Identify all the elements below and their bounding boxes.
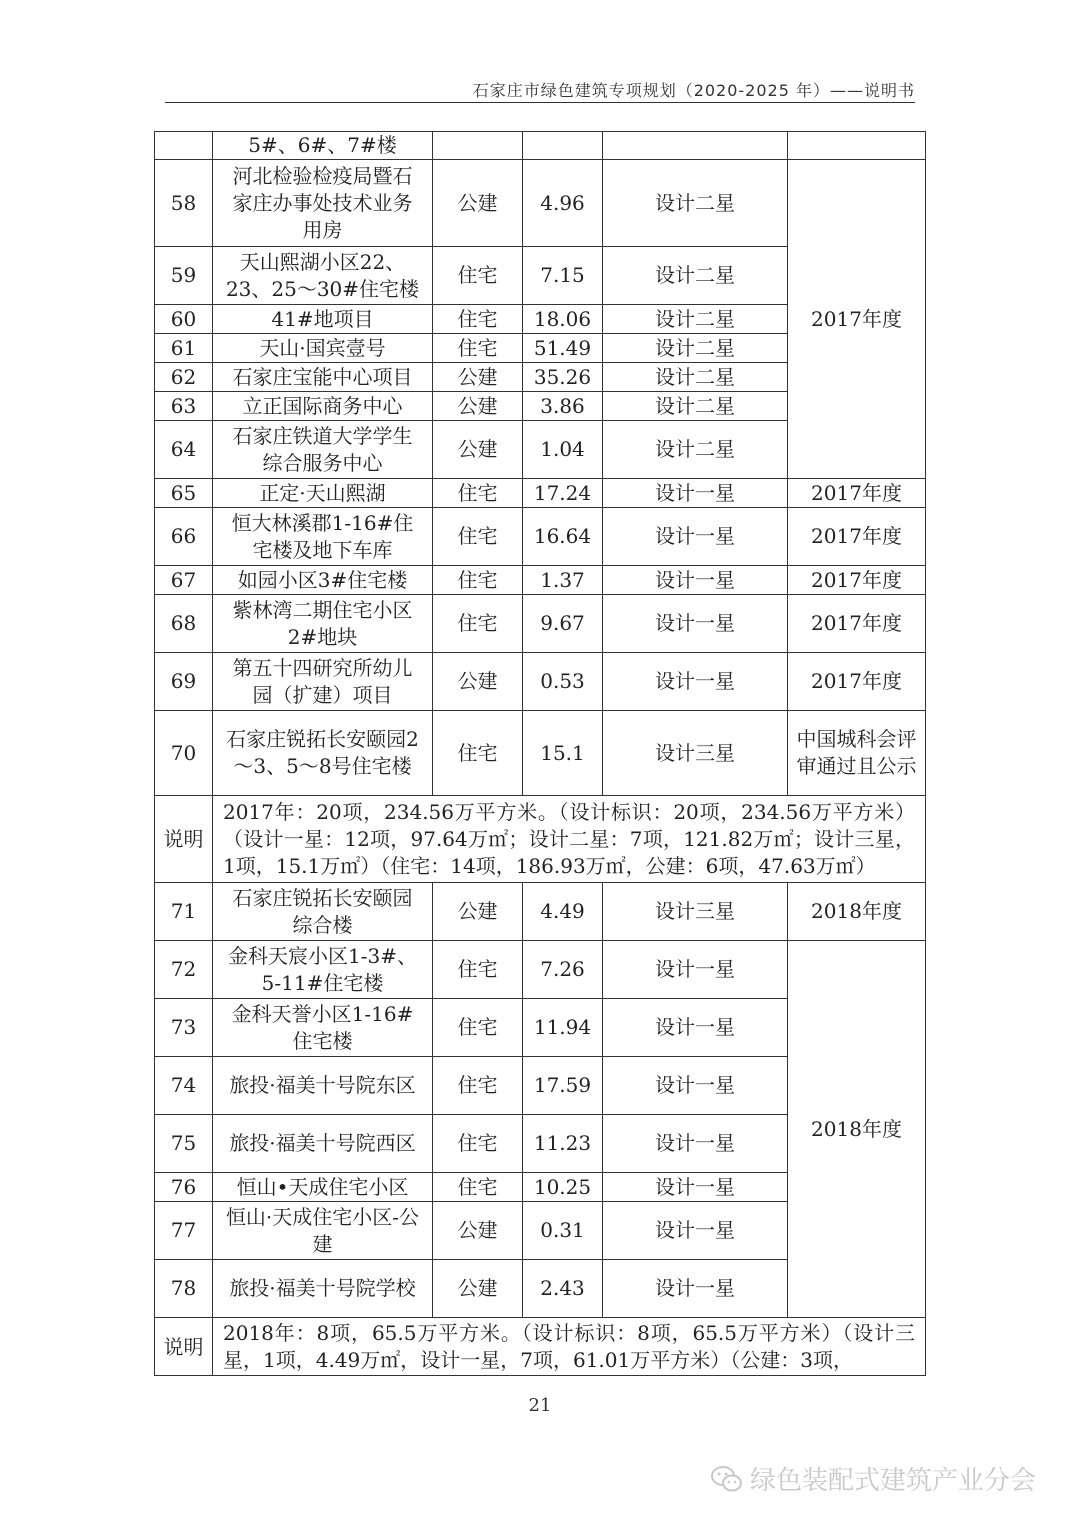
projects-table [154,131,926,1376]
row-number: 70 [155,711,213,796]
building-area: 11.23 [523,1115,603,1173]
building-area: 0.53 [523,653,603,711]
label-level: 设计一星 [603,1260,788,1318]
year-cell: 2018年度 [788,883,926,941]
label-level: 设计二星 [603,160,788,247]
project-name: 5#、6#、7#楼 [213,132,433,160]
building-area [523,132,603,160]
table-row [155,479,926,508]
year-cell: 中国城科会评审通过且公示 [788,711,926,796]
label-level: 设计一星 [603,1057,788,1115]
row-number: 77 [155,1202,213,1260]
project-name: 如园小区3#住宅楼 [213,566,433,595]
label-level: 设计二星 [603,247,788,305]
note-label: 说明 [155,1318,213,1376]
building-area: 10.25 [523,1173,603,1202]
label-level: 设计三星 [603,711,788,796]
project-name: 金科天宸小区1-3#、5-11#住宅楼 [213,941,433,999]
project-name: 恒大林溪郡1-16#住宅楼及地下车库 [213,508,433,566]
building-type: 住宅 [433,711,523,796]
building-type: 公建 [433,363,523,392]
year-cell: 2017年度 [788,479,926,508]
building-type: 住宅 [433,1057,523,1115]
label-level: 设计二星 [603,305,788,334]
table-row [155,941,926,999]
building-area: 1.37 [523,566,603,595]
project-name: 正定·天山熙湖 [213,479,433,508]
building-type: 公建 [433,883,523,941]
building-type: 住宅 [433,305,523,334]
table-row [155,508,926,566]
building-type: 公建 [433,653,523,711]
label-level: 设计一星 [603,479,788,508]
building-area: 17.24 [523,479,603,508]
project-name: 天山·国宾壹号 [213,334,433,363]
note-2017: 2017年：20项，234.56万平方米。（设计标识：20项，234.56万平方米）（设计一星：12项，97.64万㎡；设计二星：7项，121.82万㎡；设计三星，1项，15.1万㎡）（住宅：14项，186.93万㎡，公建：6项，47.63万㎡） [213,796,926,883]
building-type: 住宅 [433,566,523,595]
table-row [155,595,926,653]
building-area: 3.86 [523,392,603,421]
label-level: 设计一星 [603,566,788,595]
table-row [155,711,926,796]
label-level: 设计二星 [603,363,788,392]
table-row [155,566,926,595]
year-cell: 2017年度 [788,566,926,595]
label-level: 设计一星 [603,595,788,653]
building-type: 公建 [433,1260,523,1318]
year-cell: 2017年度 [788,508,926,566]
note-row [155,1318,926,1376]
project-name: 石家庄铁道大学学生综合服务中心 [213,421,433,479]
row-number: 76 [155,1173,213,1202]
project-name: 石家庄宝能中心项目 [213,363,433,392]
building-type: 住宅 [433,479,523,508]
project-name: 河北检验检疫局暨石家庄办事处技术业务用房 [213,160,433,247]
row-number: 65 [155,479,213,508]
project-name: 紫林湾二期住宅小区2#地块 [213,595,433,653]
label-level: 设计二星 [603,421,788,479]
building-area: 4.96 [523,160,603,247]
watermark-text: 绿色装配式建筑产业分会 [750,1466,1037,1496]
row-number: 74 [155,1057,213,1115]
project-name: 41#地项目 [213,305,433,334]
label-level: 设计三星 [603,883,788,941]
building-type: 住宅 [433,334,523,363]
table-row [155,132,926,160]
building-type [433,132,523,160]
project-name: 旅投·福美十号院西区 [213,1115,433,1173]
building-type: 公建 [433,160,523,247]
wechat-icon [710,1464,744,1494]
row-number: 66 [155,508,213,566]
project-name: 立正国际商务中心 [213,392,433,421]
building-area: 11.94 [523,999,603,1057]
header-divider [165,102,915,103]
project-name: 恒山•天成住宅小区 [213,1173,433,1202]
note-label: 说明 [155,796,213,883]
building-area: 2.43 [523,1260,603,1318]
row-number: 78 [155,1260,213,1318]
row-number: 69 [155,653,213,711]
label-level: 设计二星 [603,392,788,421]
label-level: 设计一星 [603,508,788,566]
row-number: 62 [155,363,213,392]
building-area: 16.64 [523,508,603,566]
building-type: 住宅 [433,941,523,999]
year-cell: 2017年度 [788,595,926,653]
building-area: 17.59 [523,1057,603,1115]
row-number: 68 [155,595,213,653]
label-level: 设计一星 [603,653,788,711]
table-row [155,653,926,711]
building-type: 住宅 [433,595,523,653]
row-number: 75 [155,1115,213,1173]
row-number: 71 [155,883,213,941]
building-area: 35.26 [523,363,603,392]
building-type: 住宅 [433,508,523,566]
row-number: 64 [155,421,213,479]
building-area: 0.31 [523,1202,603,1260]
project-name: 石家庄锐拓长安颐园综合楼 [213,883,433,941]
watermark [710,1460,1036,1497]
building-type: 住宅 [433,1173,523,1202]
note-2018: 2018年：8项，65.5万平方米。（设计标识：8项，65.5万平方米）（设计三星，1项，4.49万㎡，设计一星，7项，61.01万平方米）（公建：3项， [213,1318,926,1376]
year-group-2018: 2018年度 [788,941,926,1318]
label-level: 设计一星 [603,941,788,999]
building-type: 住宅 [433,1115,523,1173]
row-number: 58 [155,160,213,247]
building-type: 公建 [433,421,523,479]
project-name: 天山熙湖小区22、23、25～30#住宅楼 [213,247,433,305]
note-row [155,796,926,883]
building-area: 7.15 [523,247,603,305]
page-number: 21 [528,1395,552,1416]
label-level: 设计一星 [603,999,788,1057]
label-level: 设计一星 [603,1202,788,1260]
year-cell: 2017年度 [788,653,926,711]
year-group-2017: 2017年度 [788,160,926,479]
label-level: 设计二星 [603,334,788,363]
building-type: 公建 [433,392,523,421]
project-name: 旅投·福美十号院东区 [213,1057,433,1115]
project-name: 金科天誉小区1-16#住宅楼 [213,999,433,1057]
row-number: 67 [155,566,213,595]
row-number: 72 [155,941,213,999]
building-area: 18.06 [523,305,603,334]
project-name: 石家庄锐拓长安颐园2～3、5～8号住宅楼 [213,711,433,796]
year-cell [788,132,926,160]
building-type: 公建 [433,1202,523,1260]
label-level [603,132,788,160]
label-level: 设计一星 [603,1173,788,1202]
project-name: 第五十四研究所幼儿园（扩建）项目 [213,653,433,711]
document-header-title: 石家庄市绿色建筑专项规划（2020-2025 年）——说明书 [472,81,915,100]
building-type: 住宅 [433,999,523,1057]
building-type: 住宅 [433,247,523,305]
table-row [155,160,926,247]
row-number: 61 [155,334,213,363]
building-area: 1.04 [523,421,603,479]
table-row [155,883,926,941]
label-level: 设计一星 [603,1115,788,1173]
row-number: 59 [155,247,213,305]
building-area: 9.67 [523,595,603,653]
row-number: 73 [155,999,213,1057]
row-number: 60 [155,305,213,334]
row-number: 63 [155,392,213,421]
row-number [155,132,213,160]
building-area: 7.26 [523,941,603,999]
building-area: 4.49 [523,883,603,941]
building-area: 51.49 [523,334,603,363]
project-name: 恒山·天成住宅小区-公建 [213,1202,433,1260]
building-area: 15.1 [523,711,603,796]
project-name: 旅投·福美十号院学校 [213,1260,433,1318]
